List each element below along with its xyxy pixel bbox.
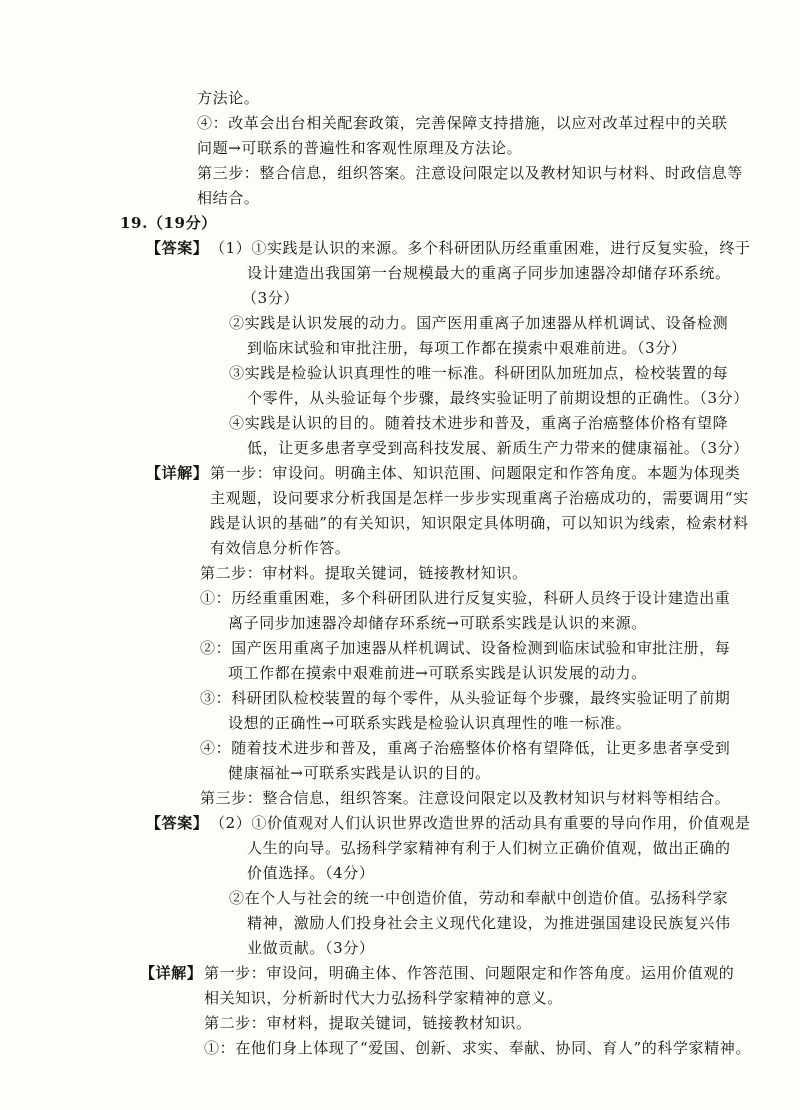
text-line: ④：改革会出台相关配套政策，完善保障支持措施，以应对改革过程中的关联 bbox=[197, 114, 728, 132]
text-line: 到临床试验和审批注册，每项工作都在摸索中艰难前进。（3分） bbox=[247, 339, 687, 357]
text-line: 项工作都在摸索中艰难前进→可联系实践是认识发展的动力。 bbox=[228, 664, 647, 682]
text-line: （3分） bbox=[242, 289, 299, 307]
text-line: （2）①价值观对人们认识世界改造世界的活动具有重要的导向作用，价值观是 bbox=[210, 814, 751, 832]
text-line: ④实践是认识的目的。随着技术进步和普及，重离子治癌整体价格有望降 bbox=[229, 414, 729, 432]
text-line: ①：在他们身上体现了“爱国、创新、求实、奉献、协同、育人”的科学家精神。 bbox=[204, 1039, 751, 1057]
text-line: （1）①实践是认识的来源。多个科研团队历经重重困难，进行反复实验，终于 bbox=[210, 239, 751, 257]
text-line: 人生的向导。弘扬科学家精神有利于人们树立正确价值观，做出正确的 bbox=[247, 839, 731, 857]
text-line: 有效信息分析作答。 bbox=[210, 539, 351, 557]
text-line: 第一步：审设问，明确主体、作答范围、问题限定和作答角度。运用价值观的 bbox=[204, 964, 735, 982]
text-line: 第二步：审材料，提取关键词，链接教材知识。 bbox=[204, 1014, 532, 1032]
text-line: ③实践是检验认识真理性的唯一标准。科研团队加班加点，检校装置的每 bbox=[229, 364, 729, 382]
text-line: 业做贡献。（3分） bbox=[247, 939, 375, 957]
answer-label: 【答案】 bbox=[146, 239, 209, 257]
text-line: ③：科研团队检校装置的每个零件，从头验证每个步骤，最终实验证明了前期 bbox=[200, 689, 731, 707]
detail-label: 【详解】 bbox=[140, 964, 203, 982]
text-line: 主观题，设问要求分析我国是怎样一步步实现重离子治癌成功的，需要调用“实 bbox=[210, 489, 749, 507]
text-line: 精神，激励人们投身社会主义现代化建设，为推进强国建设民族复兴伟 bbox=[247, 914, 731, 932]
text-line: 离子同步加速器冷却储存环系统→可联系实践是认识的来源。 bbox=[228, 614, 647, 632]
text-line: 第三步：整合信息，组织答案。注意设问限定以及教材知识与材料、时政信息等 bbox=[197, 164, 744, 182]
text-line: 方法论。 bbox=[197, 89, 260, 107]
text-line: 设计建造出我国第一台规模最大的重离子同步加速器冷却储存环系统。 bbox=[247, 264, 731, 282]
text-line: ②在个人与社会的统一中创造价值，劳动和奉献中创造价值。弘扬科学家 bbox=[229, 889, 729, 907]
text-line: 个零件，从头验证每个步骤，最终实验证明了前期设想的正确性。（3分） bbox=[247, 389, 749, 407]
question-19-header: 19.（19分） bbox=[120, 214, 217, 232]
text-line: ②：国产医用重离子加速器从样机调试、设备检测到临床试验和审批注册，每 bbox=[200, 639, 731, 657]
text-line: ②实践是认识发展的动力。国产医用重离子加速器从样机调试、设备检测 bbox=[229, 314, 729, 332]
text-line: 健康福祉→可联系实践是认识的目的。 bbox=[228, 764, 491, 782]
text-line: 第三步：整合信息，组织答案。注意设问限定以及教材知识与材料等相结合。 bbox=[200, 789, 731, 807]
answer-label: 【答案】 bbox=[146, 814, 209, 832]
text-line: 相关知识，分析新时代大力弘扬科学家精神的意义。 bbox=[204, 989, 563, 1007]
text-line: ①：历经重重困难，多个科研团队进行反复实验，科研人员终于设计建造出重 bbox=[200, 589, 731, 607]
text-line: 问题→可联系的普遍性和客观性原理及方法论。 bbox=[197, 139, 523, 157]
text-line: 第一步：审设问。明确主体、知识范围、问题限定和作答角度。本题为体现类 bbox=[210, 464, 741, 482]
text-line: 价值选择。（4分） bbox=[247, 864, 375, 882]
text-line: 设想的正确性→可联系实践是检验认识真理性的唯一标准。 bbox=[228, 714, 632, 732]
text-line: 第二步：审材料。提取关键词，链接教材知识。 bbox=[200, 564, 528, 582]
text-line: 相结合。 bbox=[197, 189, 260, 207]
detail-label: 【详解】 bbox=[146, 464, 209, 482]
text-line: 低，让更多患者享受到高科技发展、新质生产力带来的健康福祉。（3分） bbox=[247, 439, 749, 457]
text-line: 践是认识的基础”的有关知识，知识限定具体明确，可以知识为线索，检索材料 bbox=[210, 514, 749, 532]
text-line: ④：随着技术进步和普及，重离子治癌整体价格有望降低，让更多患者享受到 bbox=[200, 739, 731, 757]
